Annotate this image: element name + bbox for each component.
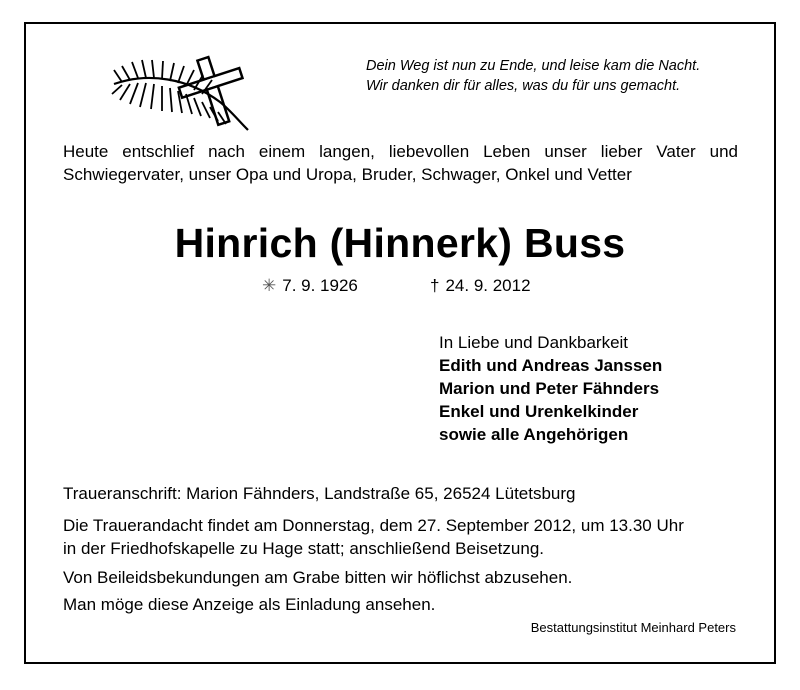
family-member: Enkel und Urenkelkinder bbox=[439, 402, 639, 421]
mourning-address: Traueranschrift: Marion Fähnders, Landstraße 65, 26524 Lütetsburg bbox=[63, 484, 576, 503]
service-details bbox=[63, 514, 753, 560]
family-member: Marion und Peter Fähnders bbox=[439, 379, 660, 398]
cross-with-palm-frond-icon bbox=[108, 50, 258, 136]
death-cross-icon: † bbox=[430, 276, 440, 295]
birth-star-icon: ✳ bbox=[262, 276, 277, 295]
undertaker-credit: Bestattungsinstitut Meinhard Peters bbox=[530, 620, 736, 635]
intro-text: Heute entschlief nach einem langen, liebevollen Leben unser lieber Vater und Schwiegervater, unser Opa und Uropa, Bruder, Schwager, Onkel und Vetter bbox=[63, 142, 738, 184]
service-line: Die Trauerandacht findet am Donnerstag, dem 27. September 2012, um 13.30 Uhr bbox=[63, 516, 684, 535]
birth-date: 7. 9. 1926 bbox=[282, 276, 358, 295]
family-member: sowie alle Angehörigen bbox=[439, 425, 629, 444]
birth-date-line bbox=[262, 275, 358, 297]
death-date: 24. 9. 2012 bbox=[445, 276, 531, 295]
deceased-name: Hinrich (Hinnerk) Buss bbox=[174, 220, 626, 266]
condolence-note: Von Beileidsbekundungen am Grabe bitten wir höflichst abzusehen. bbox=[63, 568, 573, 587]
invitation-note: Man möge diese Anzeige als Einladung ansehen. bbox=[63, 595, 436, 614]
family-block bbox=[439, 331, 759, 446]
poem-line: Wir danken dir für alles, was du für uns gemacht. bbox=[366, 78, 681, 94]
family-lead: In Liebe und Dankbarkeit bbox=[439, 333, 629, 352]
family-member: Edith und Andreas Janssen bbox=[439, 356, 663, 375]
poem-line: Dein Weg ist nun zu Ende, und leise kam die Nacht. bbox=[366, 58, 701, 74]
poem bbox=[366, 56, 766, 96]
service-line: in der Friedhofskapelle zu Hage statt; anschließend Beisetzung. bbox=[63, 539, 544, 558]
death-date-line bbox=[430, 275, 531, 297]
